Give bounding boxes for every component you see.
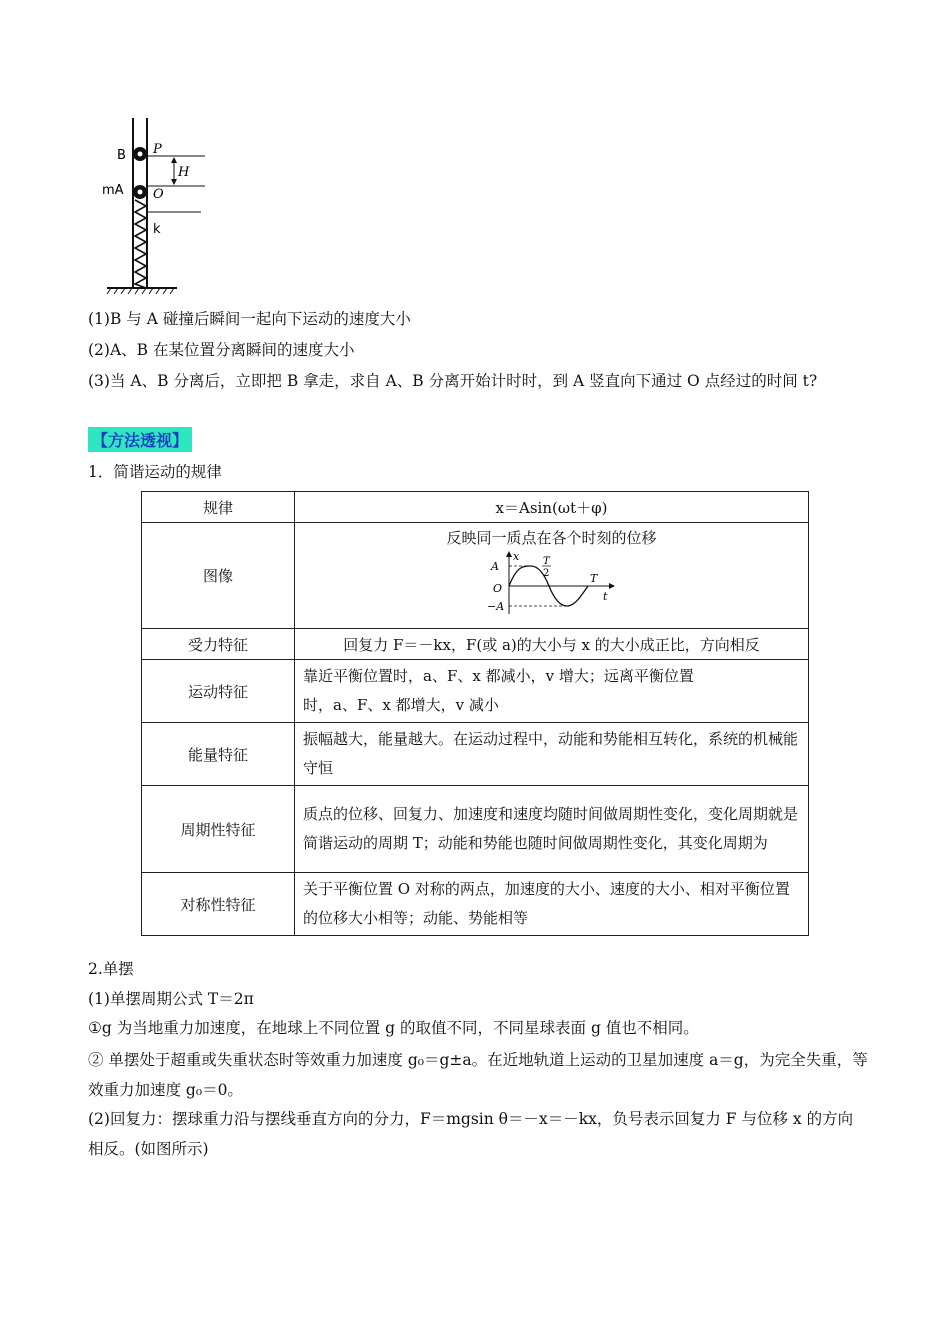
sine-graph [487,550,617,622]
label-b: B [117,148,126,163]
pendulum-note-2: ② 单摆处于超重或失重状态时等效重力加速度 g₀＝g±a。在近地轨道上运动的卫星加速度 a＝g，为完全失重，等效重力加速度 g₀＝0。 [88,1051,868,1099]
svg-text:A: A [490,560,499,573]
question-2: (2)A、B 在某位置分离瞬间的速度大小 [88,341,355,359]
table-row [142,629,809,660]
label-k: k [153,222,161,237]
label-h: H [178,165,190,180]
table-row [142,786,809,873]
table-value: 关于平衡位置 O 对称的两点，加速度的大小、速度的大小、相对平衡位置的位移大小相等；动能、势能相等 [295,873,809,936]
graph-caption: 反映同一质点在各个时刻的位移 [446,529,657,547]
table-value: x＝Asin(ωt＋φ) [295,492,809,523]
svg-text:2: 2 [542,568,549,579]
pendulum-restoring-force: (2)回复力：摆球重力沿与摆线垂直方向的分力，F＝mgsin θ＝－x＝－kx，负号表示回复力 F 与位移 x 的方向相反。(如图所示) [88,1110,854,1158]
label-o: O [153,187,164,202]
table-key: 规律 [142,492,295,523]
table-key: 周期性特征 [142,786,295,873]
table-row [142,873,809,936]
svg-text:x: x [512,550,519,563]
table-row [142,492,809,523]
svg-text:T: T [542,556,550,567]
pendulum-note-1: ①g 为当地重力加速度，在地球上不同位置 g 的取值不同，不同星球表面 g 值也不相同。 [88,1019,699,1037]
table-row [142,723,809,786]
table-row [142,660,809,723]
heading-pendulum: 2.单摆 [88,960,134,978]
table-key: 能量特征 [142,723,295,786]
table-key: 图像 [142,523,295,629]
heading-shm-rules: 1．简谐运动的规律 [88,463,222,481]
shm-table [141,491,809,936]
question-3: (3)当 A、B 分离后，立即把 B 拿走，求自 A、B 分离开始计时时，到 A 竖直向下通过 O 点经过的时间 t? [88,372,818,390]
svg-text:t: t [602,590,607,603]
svg-text:−A: −A [486,600,504,613]
spring-figure [95,118,210,296]
table-value: 质点的位移、回复力、加速度和速度均随时间做周期性变化，变化周期就是简谐运动的周期 T；动能和势能也随时间做周期性变化，其变化周期为 [295,786,809,873]
question-1: (1)B 与 A 碰撞后瞬间一起向下运动的速度大小 [88,310,411,328]
table-value: 靠近平衡位置时，a、F、x 都减小，v 增大；远离平衡位置时，a、F、x 都增大，v 减小 [295,660,809,723]
pendulum-formula: (1)单摆周期公式 T＝2π [88,990,254,1008]
section-tag: 【方法透视】 [88,427,192,452]
table-key: 受力特征 [142,629,295,660]
label-ma: mA [102,183,124,198]
table-value: 回复力 F＝－kx，F(或 a)的大小与 x 的大小成正比，方向相反 [295,629,809,660]
table-value: 振幅越大，能量越大。在运动过程中，动能和势能相互转化，系统的机械能守恒 [295,723,809,786]
table-row [142,523,809,629]
table-key: 对称性特征 [142,873,295,936]
svg-text:T: T [589,572,597,585]
label-p: P [153,142,162,157]
svg-text:O: O [492,582,502,595]
table-key: 运动特征 [142,660,295,723]
